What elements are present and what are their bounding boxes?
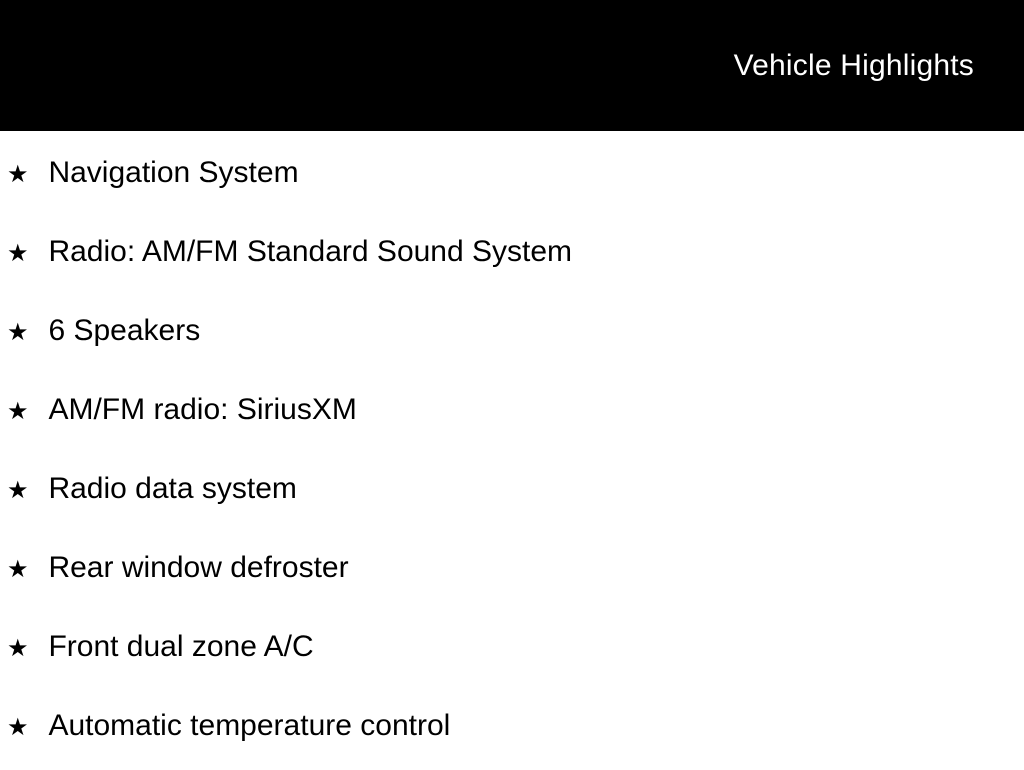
list-item (7, 686, 1024, 765)
list-item-label: Radio: AM/FM Standard Sound System (48, 235, 573, 268)
star-icon: ★ (7, 161, 29, 188)
star-icon: ★ (7, 319, 29, 346)
list-item-label: Automatic temperature control (48, 709, 451, 742)
page-title: Vehicle Highlights (733, 48, 974, 82)
list-item (7, 528, 1024, 607)
header-bar (0, 0, 1024, 131)
list-item (7, 449, 1024, 528)
list-item (7, 370, 1024, 449)
list-item-label: Front dual zone A/C (48, 630, 314, 663)
list-item-label: 6 Speakers (48, 314, 201, 347)
star-icon: ★ (7, 714, 29, 741)
list-item (7, 133, 1024, 212)
star-icon: ★ (7, 477, 29, 504)
list-item (7, 607, 1024, 686)
star-icon: ★ (7, 240, 29, 267)
list-item-label: Navigation System (48, 156, 299, 189)
list-item (7, 212, 1024, 291)
star-icon: ★ (7, 398, 29, 425)
list-item (7, 291, 1024, 370)
list-item-label: Radio data system (48, 472, 297, 505)
highlights-list (0, 131, 1024, 765)
star-icon: ★ (7, 556, 29, 583)
star-icon: ★ (7, 635, 29, 662)
list-item-label: Rear window defroster (48, 551, 349, 584)
list-item-label: AM/FM radio: SiriusXM (48, 393, 357, 426)
